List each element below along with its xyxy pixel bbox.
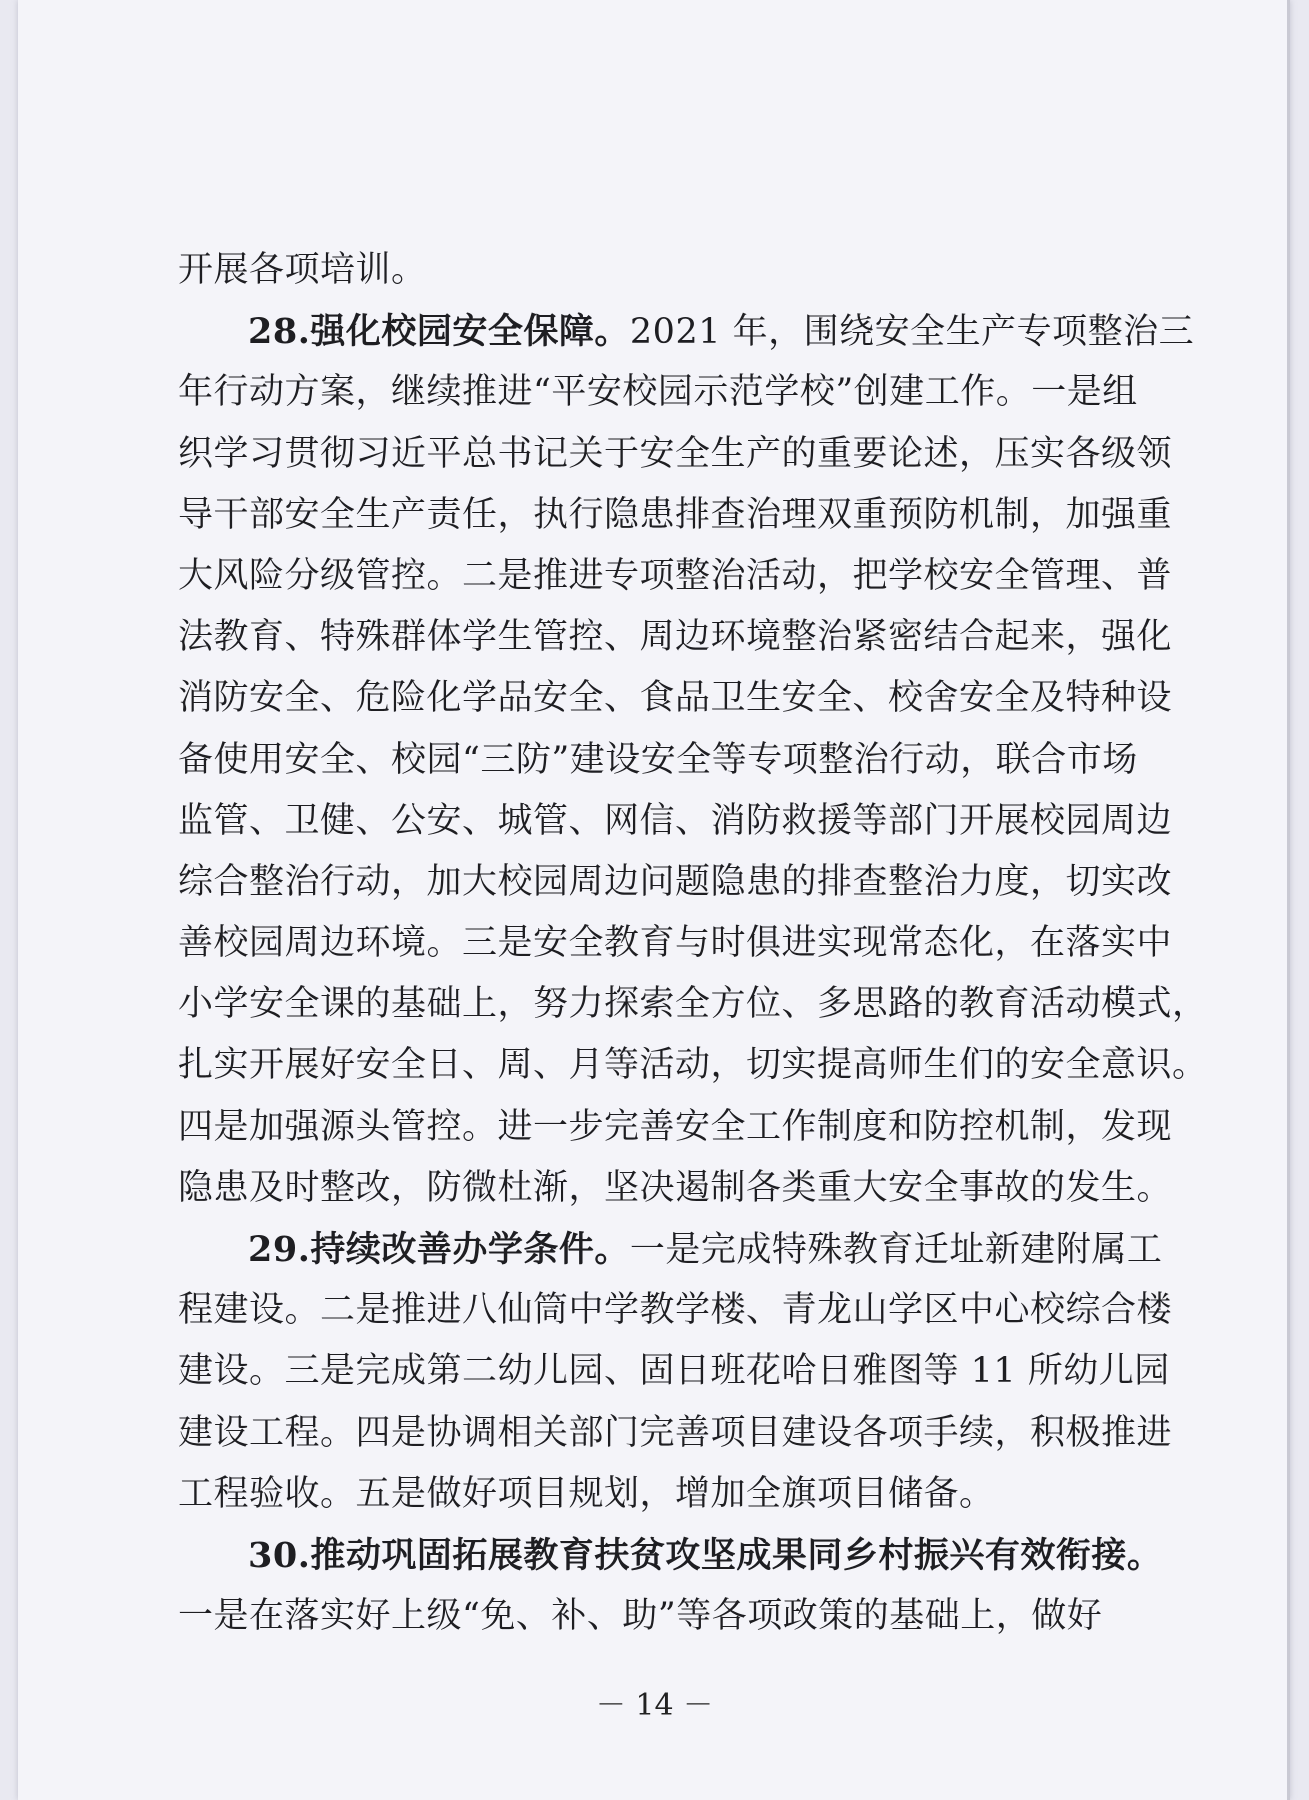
line-text: 隐患及时整改，防微杜渐，坚决遏制各类重大安全事故的发生。: [178, 1167, 1173, 1208]
section-heading: 30.推动巩固拓展教育扶贫攻坚成果同乡村振兴有效衔接。: [248, 1534, 1163, 1576]
line-text: 年行动方案，继续推进“平安校园示范学校”创建工作。一是组: [178, 372, 1138, 413]
text-line: [178, 1525, 1163, 1586]
line-text: 法教育、特殊群体学生管控、周边环境整治紧密结合起来，强化: [178, 617, 1173, 658]
text-line: [178, 913, 1173, 974]
text-line: [178, 791, 1173, 852]
text-line: [178, 424, 1173, 485]
text-line: [178, 730, 1138, 791]
text-line: [178, 485, 1173, 546]
line-text: 备使用安全、校园“三防”建设安全等专项整治行动，联合市场: [178, 739, 1138, 780]
line-text: 监管、卫健、公安、城管、网信、消防救援等部门开展校园周边: [178, 800, 1173, 841]
text-line: [178, 852, 1173, 913]
line-text: 综合整治行动，加大校园周边问题隐患的排查整治力度，切实改: [178, 861, 1173, 902]
body-text: [178, 240, 1208, 1647]
line-text: 一是完成特殊教育迁址新建附属工: [629, 1230, 1163, 1270]
text-line: [178, 362, 1138, 423]
line-text: 一是在落实好上级“免、补、助”等各项政策的基础上，做好: [178, 1596, 1103, 1637]
text-line: [178, 1035, 1208, 1096]
line-text: 建设。三是完成第二幼儿园、固日班花哈日雅图等 11 所幼儿园: [178, 1351, 1170, 1392]
text-line: [178, 1280, 1173, 1341]
line-text: 导干部安全生产责任，执行隐患排查治理双重预防机制，加强重: [178, 494, 1173, 535]
line-text: 善校园周边环境。三是安全教育与时俱进实现常态化，在落实中: [178, 923, 1173, 964]
text-line: [178, 1219, 1163, 1280]
line-text: 四是加强源头管控。进一步完善安全工作制度和防控机制，发现: [178, 1106, 1173, 1147]
line-text: 建设工程。四是协调相关部门完善项目建设各项手续，积极推进: [178, 1412, 1173, 1453]
line-text: 程建设。二是推进八仙筒中学教学楼、青龙山学区中心校综合楼: [178, 1290, 1173, 1331]
line-text: 消防安全、危险化学品安全、食品卫生安全、校舍安全及特种设: [178, 678, 1173, 719]
text-line: [178, 546, 1173, 607]
line-text: 织学习贯彻习近平总书记关于安全生产的重要论述，压实各级领: [178, 433, 1173, 474]
text-line: [178, 1464, 1118, 1525]
text-line: [178, 1097, 1173, 1158]
text-line: [178, 1158, 1173, 1219]
page-edge: [1287, 0, 1290, 1800]
line-text: 2021 年，围绕安全生产专项整治三: [629, 312, 1195, 353]
text-line: [178, 974, 1208, 1035]
line-text: 小学安全课的基础上，努力探索全方位、多思路的教育活动模式，: [178, 984, 1208, 1025]
line-text: 扎实开展好安全日、周、月等活动，切实提高师生们的安全意识。: [178, 1045, 1208, 1086]
text-line: [178, 607, 1173, 668]
text-line: [178, 1403, 1173, 1464]
line-text: 工程验收。五是做好项目规划，增加全旗项目储备。: [178, 1473, 995, 1514]
line-text: 大风险分级管控。二是推进专项整治活动，把学校安全管理、普: [178, 555, 1173, 596]
line-text: 开展各项培训。: [178, 250, 427, 290]
text-line: [178, 1341, 1170, 1402]
page-number: － 14 －: [595, 1688, 714, 1723]
text-line: [178, 240, 1118, 301]
text-line: [178, 668, 1173, 729]
section-heading: 28.强化校园安全保障。: [248, 311, 630, 353]
text-line: [178, 301, 1195, 362]
section-heading: 29.持续改善办学条件。: [248, 1229, 630, 1270]
text-line: [178, 1586, 1118, 1647]
document-page: [18, 0, 1290, 1800]
